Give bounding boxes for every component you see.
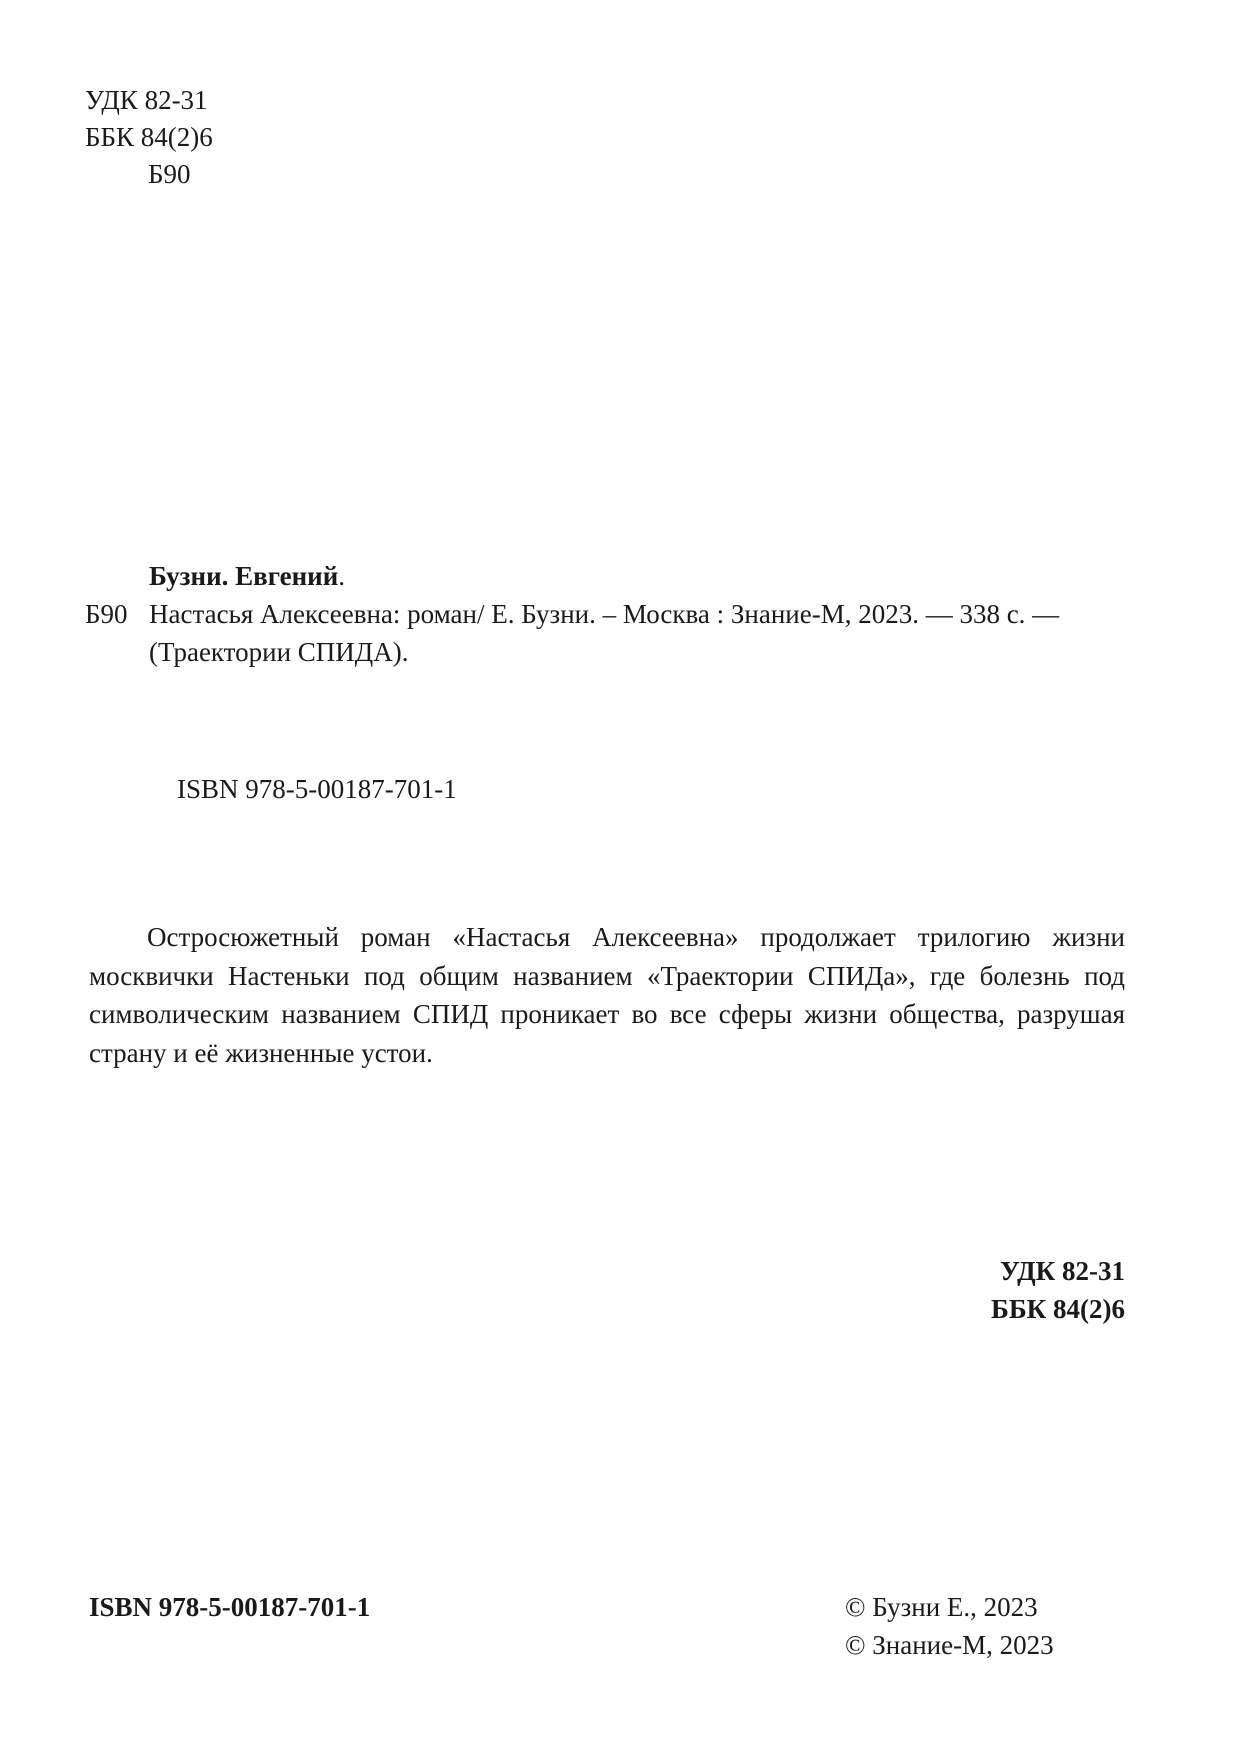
author-code-top: Б90 xyxy=(148,159,191,189)
udk-code-bottom: УДК 82-31 xyxy=(1000,1256,1125,1286)
record-series-line: (Траектории СПИДА). xyxy=(149,637,409,667)
bbk-code-top: ББК 84(2)6 xyxy=(85,122,213,152)
copyright-publisher: © Знание-М, 2023 xyxy=(845,1630,1054,1660)
copyright-author: © Бузни Е., 2023 xyxy=(845,1592,1038,1622)
isbn-record: ISBN 978-5-00187-701-1 xyxy=(177,774,457,804)
bbk-code-bottom: ББК 84(2)6 xyxy=(990,1294,1125,1324)
record-author-name: Бузни. Евгений xyxy=(149,561,339,591)
record-title-line: Настасья Алексеевна: роман/ Е. Бузни. – Москва : Знание-М, 2023. — 338 с. — xyxy=(149,599,1060,629)
isbn-footer: ISBN 978-5-00187-701-1 xyxy=(89,1592,371,1622)
annotation-paragraph: Остросюжетный роман «Настасья Алексеевна» продолжает трилогию жизни москвички Настеньки под общим названием «Траектории СПИДа», где болезнь под символическим названием СПИД проникает во все сферы жизни общества, разрушая страну и её жизненные устои. xyxy=(89,922,1125,1068)
udk-code-top: УДК 82-31 xyxy=(85,85,208,115)
record-author-code: Б90 xyxy=(85,599,128,629)
record-author-suffix: . xyxy=(338,561,346,591)
record-author xyxy=(149,558,345,595)
